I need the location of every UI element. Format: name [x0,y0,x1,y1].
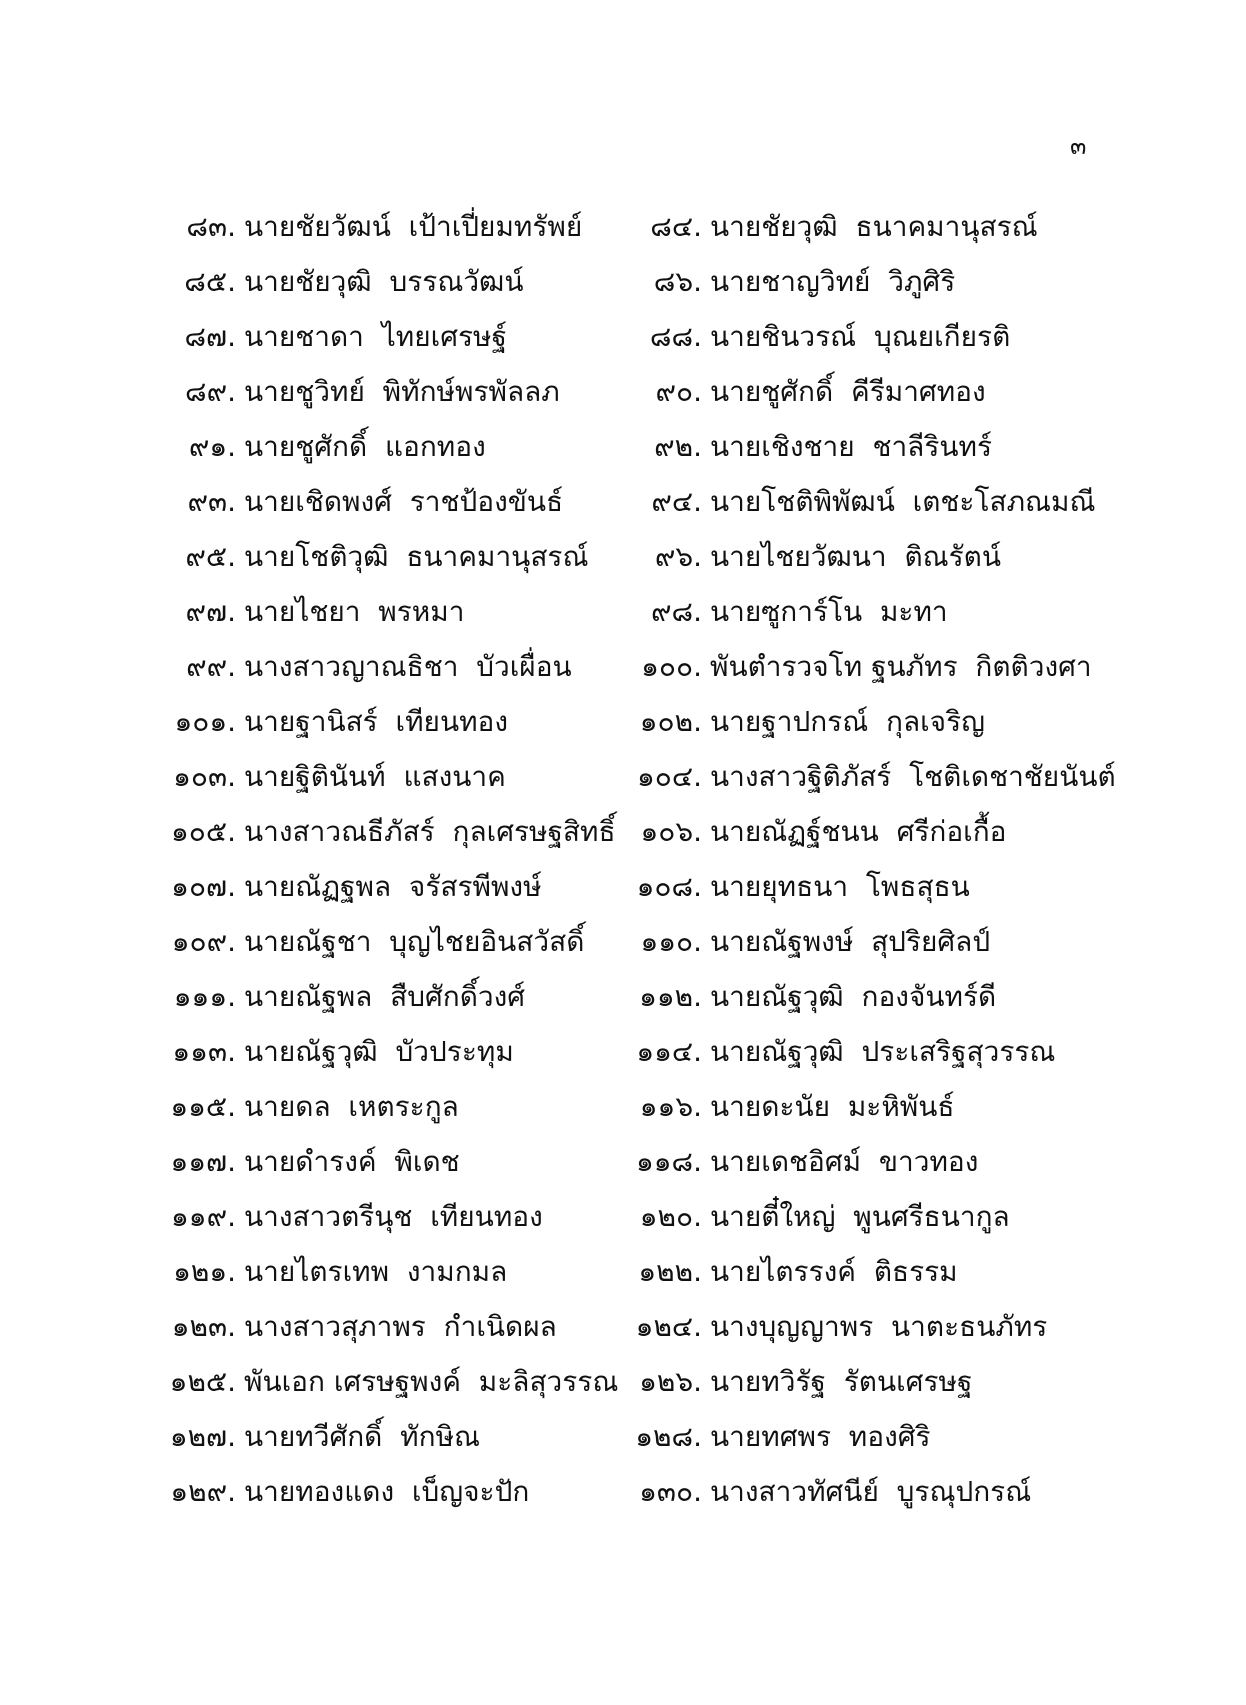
item-number: ๑๑๒. [639,980,702,1013]
item-number: ๑๐๗. [171,870,236,903]
person-name: นางสาวสุภาพร กำเนิดผล [244,1310,557,1343]
person-name: นางบุญญาพร นาตะธนภัทร [710,1310,1048,1343]
list-item-right [600,590,948,645]
list-row [0,315,1246,370]
list-item-left [0,1305,557,1360]
person-name: นายฐานิสร์ เทียนทอง [244,705,509,738]
person-name: นางสาวณธีภัสร์ กุลเศรษฐสิทธิ์ [244,815,616,848]
person-name: นายฐาปกรณ์ กุลเจริญ [710,705,985,738]
item-number: ๑๑๑. [173,980,236,1013]
person-name: นายไตรเทพ งามกมล [244,1255,508,1288]
person-name: นายชูศักดิ์ คีรีมาศทอง [710,375,986,408]
item-number: ๑๑๙. [171,1200,236,1233]
person-name: นายณัฐวุฒิ บัวประทุม [244,1035,514,1068]
person-name: นางสาวทัศนีย์ บูรณุปกรณ์ [710,1475,1032,1508]
list-item-right [600,1140,978,1195]
item-number: ๑๐๔. [637,760,702,793]
person-name: พันเอก เศรษฐพงค์ มะลิสุวรรณ [244,1365,619,1398]
person-name: นายณัฏฐ์ชนน ศรีก่อเกื้อ [710,815,1007,848]
item-number: ๑๐๒. [639,705,702,738]
list-item-right [600,1470,1031,1525]
list-item-right [600,1415,931,1470]
list-item-right [600,315,1010,370]
person-name: นายณัฐวุฒิ กองจันทร์ดี [710,980,997,1013]
person-name: นางสาวฐิติภัสร์ โชติเดชาชัยนันต์ [710,760,1116,793]
item-number: ๘๕. [184,265,236,298]
list-item-left [0,1085,459,1140]
item-number: ๑๐๘. [636,870,702,903]
item-number: ๘๘. [649,320,702,353]
list-item-right [600,1250,958,1305]
item-number: ๘๙. [184,375,236,408]
list-item-right [600,1085,954,1140]
list-item-left [0,700,508,755]
list-item-left [0,755,506,810]
list-item-right [600,700,985,755]
item-number: ๑๒๙. [170,1475,236,1508]
item-number: ๙๐. [655,375,702,408]
list-row [0,865,1246,920]
person-name: นายณัฏฐพล จรัสรพีพงษ์ [244,870,542,903]
person-name: นายชูศักดิ์ แอกทอง [244,430,486,463]
list-row [0,1085,1246,1140]
item-number: ๑๒๐. [639,1200,702,1233]
list-item-right [600,535,1001,590]
person-name: นายซูการ์โน มะทา [710,595,948,628]
page-number: ๓ [1070,132,1087,160]
person-name: นายณัฐพงษ์ สุปริยศิลป์ [710,925,991,958]
person-name: นายไชยา พรหมา [244,595,465,628]
item-number: ๑๑๓. [172,1035,236,1068]
item-number: ๑๐๓. [173,760,236,793]
name-list [0,205,1246,1525]
person-name: นายโชติวุฒิ ธนาคมานุสรณ์ [244,540,589,573]
item-number: ๑๑๗. [170,1145,236,1178]
list-item-left [0,1415,480,1470]
list-row [0,260,1246,315]
item-number: ๑๑๖. [639,1090,702,1123]
list-item-left [0,480,563,535]
item-number: ๑๒๑. [173,1255,236,1288]
item-number: ๑๒๓. [171,1310,236,1343]
item-number: ๙๑. [188,430,236,463]
list-item-left [0,535,588,590]
item-number: ๙๔. [651,485,702,518]
list-item-left [0,645,572,700]
person-name: นายดะนัย มะหิพันธ์ [710,1090,955,1123]
list-item-left [0,1250,507,1305]
person-name: นางสาวตรีนุช เทียนทอง [244,1200,543,1233]
person-name: นายชัยวุฒิ ธนาคมานุสรณ์ [710,210,1038,243]
list-item-left [0,920,584,975]
person-name: นายทวิรัฐ รัตนเศรษฐ [710,1365,973,1398]
person-name: นายไชยวัฒนา ติณรัตน์ [710,540,1001,573]
list-item-right [600,755,1116,810]
list-row [0,755,1246,810]
list-item-right [600,425,992,480]
list-item-right [600,1360,972,1415]
list-item-left [0,425,486,480]
list-row [0,920,1246,975]
person-name: นายเชิงชาย ชาลีรินทร์ [710,430,993,463]
item-number: ๑๐๖. [640,815,702,848]
item-number: ๙๗. [185,595,236,628]
person-name: นายไตรรงค์ ติธรรม [710,1255,958,1288]
item-number: ๙๓. [187,485,236,518]
list-row [0,645,1246,700]
person-name: นายเชิดพงศ์ ราชป้องขันธ์ [244,485,564,518]
list-row [0,975,1246,1030]
person-name: นายณัฐชา บุญไชยอินสวัสดิ์ [244,925,585,958]
list-item-left [0,1030,514,1085]
list-item-right [600,1305,1047,1360]
person-name: นายดล เหตระกูล [244,1090,459,1123]
list-item-right [600,480,1095,535]
list-item-left [0,975,525,1030]
item-number: ๙๒. [654,430,702,463]
person-name: นายทวีศักดิ์ ทักษิณ [244,1420,481,1453]
list-item-left [0,1195,543,1250]
list-item-left [0,810,616,865]
list-row [0,480,1246,535]
person-name: นางสาวญาณธิชา บัวเผื่อน [244,650,572,683]
item-number: ๑๑๘. [635,1145,702,1178]
item-number: ๑๓๐. [639,1475,702,1508]
person-name: นายชัยวุฒิ บรรณวัฒน์ [244,265,524,298]
person-name: นายดำรงค์ พิเดช [244,1145,460,1178]
item-number: ๑๒๘. [635,1420,702,1453]
person-name: นายชัยวัฒน์ เป้าเปี่ยมทรัพย์ [244,210,583,243]
list-row [0,1305,1246,1360]
person-name: นายทองแดง เบ็ญจะปัก [244,1475,530,1508]
person-name: นายชินวรณ์ บุณยเกียรติ [710,320,1011,353]
list-row [0,535,1246,590]
list-row [0,1195,1246,1250]
person-name: นายณัฐวุฒิ ประเสริฐสุวรรณ [710,1035,1056,1068]
list-row [0,425,1246,480]
list-item-right [600,260,955,315]
item-number: ๑๒๒. [638,1255,702,1288]
person-name: พันตำรวจโท ฐนภัทร กิตติวงศา [710,650,1092,683]
item-number: ๑๒๗. [169,1420,236,1453]
item-number: ๙๖. [654,540,702,573]
list-item-left [0,1140,460,1195]
item-number: ๘๖. [653,265,702,298]
list-item-right [600,975,996,1030]
list-row [0,1030,1246,1085]
list-row [0,370,1246,425]
item-number: ๑๐๙. [171,925,236,958]
list-item-left [0,865,542,920]
item-number: ๙๕. [185,540,236,573]
list-item-right [600,205,1038,260]
list-item-left [0,260,523,315]
list-item-right [600,645,1092,700]
item-number: ๑๒๖. [639,1365,702,1398]
list-item-right [600,1195,1010,1250]
item-number: ๑๒๔. [635,1310,702,1343]
list-row [0,1360,1246,1415]
item-number: ๑๐๕. [171,815,236,848]
item-number: ๑๑๕. [170,1090,236,1123]
list-row [0,1250,1246,1305]
list-item-left [0,1360,618,1415]
item-number: ๑๐๐. [641,650,702,683]
person-name: นายชูวิทย์ พิทักษ์พรพัลลภ [244,375,560,408]
item-number: ๑๒๕. [169,1365,236,1398]
item-number: ๘๓. [186,210,236,243]
item-number: ๙๘. [650,595,702,628]
list-item-right [600,865,970,920]
list-row [0,590,1246,645]
list-item-left [0,1470,529,1525]
person-name: นายโชติพิพัฒน์ เตชะโสภณมณี [710,485,1096,518]
list-item-left [0,315,507,370]
list-item-left [0,205,582,260]
list-row [0,700,1246,755]
person-name: นายชาดา ไทยเศรษฐ์ [244,320,507,353]
list-row [0,1415,1246,1470]
person-name: นายยุทธนา โพธสุธน [710,870,970,903]
list-item-right [600,920,990,975]
item-number: ๘๔. [650,210,702,243]
person-name: นายเดชอิศม์ ขาวทอง [710,1145,979,1178]
list-row [0,810,1246,865]
item-number: ๙๙. [186,650,236,683]
list-item-right [600,370,986,425]
list-item-right [600,1030,1055,1085]
list-item-left [0,590,464,645]
person-name: นายตี๋ใหญ่ พูนศรีธนากูล [710,1200,1010,1233]
item-number: ๑๑๔. [636,1035,702,1068]
item-number: ๑๐๑. [174,705,236,738]
person-name: นายฐิตินันท์ แสงนาค [244,760,506,793]
person-name: นายทศพร ทองศิริ [710,1420,931,1453]
list-row [0,205,1246,260]
person-name: นายณัฐพล สืบศักดิ์วงศ์ [244,980,526,1013]
list-item-left [0,370,560,425]
list-row [0,1470,1246,1525]
list-item-right [600,810,1007,865]
item-number: ๑๑๐. [640,925,702,958]
item-number: ๘๗. [184,320,236,353]
person-name: นายชาญวิทย์ วิภูศิริ [710,265,956,298]
list-row [0,1140,1246,1195]
